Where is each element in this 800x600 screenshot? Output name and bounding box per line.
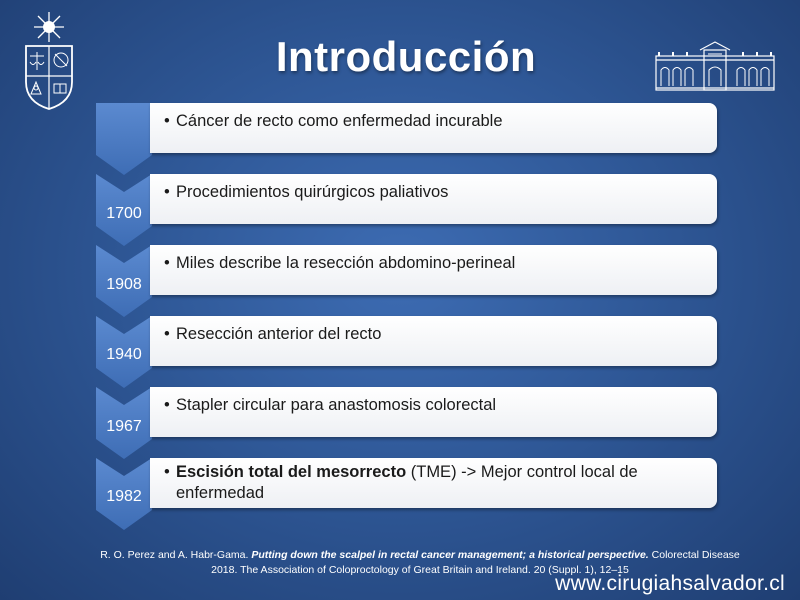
timeline-year: 1700 xyxy=(106,205,142,222)
timeline-card xyxy=(150,245,717,295)
bullet: • xyxy=(164,183,170,201)
timeline-text-bold: Escisión total del mesorrecto xyxy=(176,463,407,481)
timeline-text: Miles describe la resección abdomino-perineal xyxy=(176,254,516,272)
timeline-card xyxy=(150,103,717,153)
bullet: • xyxy=(164,325,170,343)
website-url: www.cirugiahsalvador.cl xyxy=(555,572,785,595)
timeline-text xyxy=(176,462,703,504)
timeline-chevron xyxy=(96,103,152,175)
timeline-year: 1967 xyxy=(106,418,142,435)
timeline-year: 1982 xyxy=(106,488,142,505)
page-title: Introducción xyxy=(275,33,537,80)
timeline-card xyxy=(150,387,717,437)
bullet: • xyxy=(164,112,170,130)
timeline-text-rest: (TME) -> Mejor control local de enfermedad xyxy=(176,463,638,502)
bullet: • xyxy=(164,463,170,481)
timeline-text: Resección anterior del recto xyxy=(176,325,382,343)
citation-journal: Colorectal Disease xyxy=(648,549,740,561)
citation-details: 2018. The Association of Coloproctology of Great Britain and Ireland. 20 (Suppl. 1), 12–15 xyxy=(211,564,629,576)
timeline-text: Stapler circular para anastomosis colorectal xyxy=(176,396,497,414)
timeline-card xyxy=(150,316,717,366)
bullet: • xyxy=(164,396,170,414)
timeline-card xyxy=(150,174,717,224)
timeline-year: 1908 xyxy=(106,276,142,293)
citation-article-title: Putting down the scalpel in rectal cancer management; a historical perspective. xyxy=(251,549,649,561)
citation-authors: R. O. Perez and A. Habr-Gama. xyxy=(100,549,252,561)
timeline-text: Cáncer de recto como enfermedad incurable xyxy=(176,112,503,130)
timeline-year: 1940 xyxy=(106,346,142,363)
timeline-card xyxy=(150,458,717,508)
timeline-text: Procedimientos quirúrgicos paliativos xyxy=(176,183,449,201)
bullet: • xyxy=(164,254,170,272)
